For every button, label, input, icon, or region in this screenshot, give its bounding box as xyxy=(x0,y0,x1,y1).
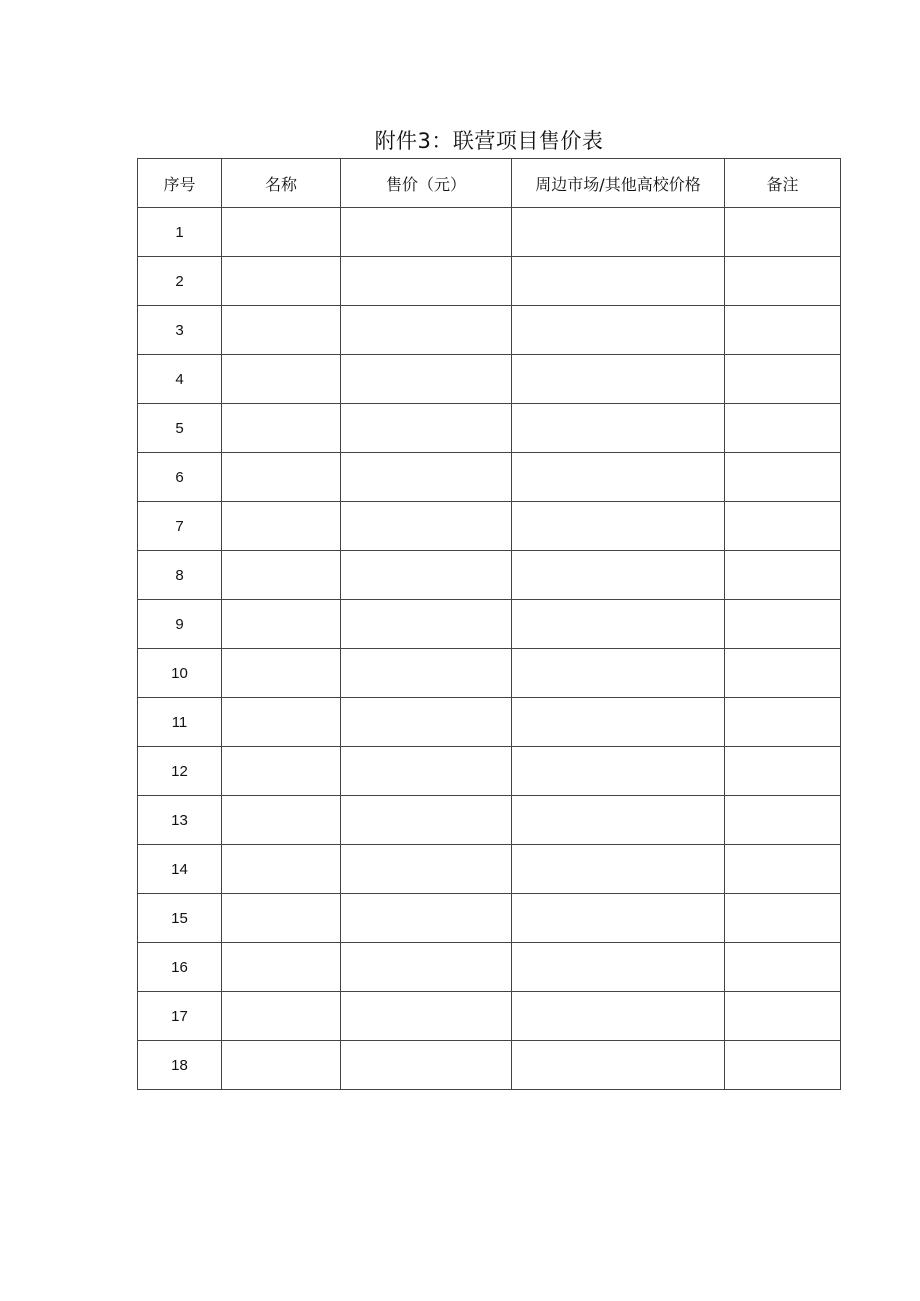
cell-index: 10 xyxy=(138,649,222,698)
header-remarks: 备注 xyxy=(725,159,841,208)
cell-market-price xyxy=(512,1041,725,1090)
table-row xyxy=(138,502,841,551)
cell-market-price xyxy=(512,992,725,1041)
cell-remarks xyxy=(725,502,841,551)
cell-name xyxy=(222,306,341,355)
cell-remarks xyxy=(725,747,841,796)
cell-name xyxy=(222,404,341,453)
table-row xyxy=(138,355,841,404)
cell-index: 14 xyxy=(138,845,222,894)
cell-price xyxy=(341,796,512,845)
cell-market-price xyxy=(512,404,725,453)
cell-price xyxy=(341,649,512,698)
cell-price xyxy=(341,453,512,502)
cell-remarks xyxy=(725,306,841,355)
table-row xyxy=(138,453,841,502)
cell-name xyxy=(222,355,341,404)
cell-price xyxy=(341,1041,512,1090)
cell-index: 5 xyxy=(138,404,222,453)
cell-price xyxy=(341,355,512,404)
cell-name xyxy=(222,698,341,747)
cell-price xyxy=(341,551,512,600)
cell-index: 12 xyxy=(138,747,222,796)
cell-name xyxy=(222,845,341,894)
cell-price xyxy=(341,404,512,453)
table-row xyxy=(138,1041,841,1090)
header-index: 序号 xyxy=(138,159,222,208)
cell-market-price xyxy=(512,257,725,306)
cell-remarks xyxy=(725,649,841,698)
cell-remarks xyxy=(725,404,841,453)
cell-index: 3 xyxy=(138,306,222,355)
cell-name xyxy=(222,208,341,257)
cell-name xyxy=(222,894,341,943)
cell-remarks xyxy=(725,1041,841,1090)
cell-name xyxy=(222,551,341,600)
cell-price xyxy=(341,208,512,257)
cell-market-price xyxy=(512,894,725,943)
cell-market-price xyxy=(512,698,725,747)
table-row xyxy=(138,649,841,698)
table-row xyxy=(138,747,841,796)
cell-name xyxy=(222,453,341,502)
cell-name xyxy=(222,649,341,698)
cell-remarks xyxy=(725,600,841,649)
cell-index: 13 xyxy=(138,796,222,845)
table-row xyxy=(138,845,841,894)
cell-market-price xyxy=(512,747,725,796)
header-price: 售价（元） xyxy=(341,159,512,208)
cell-remarks xyxy=(725,796,841,845)
table-row xyxy=(138,404,841,453)
header-market-price: 周边市场/其他高校价格 xyxy=(512,159,725,208)
table-body xyxy=(138,208,841,1090)
cell-price xyxy=(341,992,512,1041)
cell-market-price xyxy=(512,306,725,355)
cell-remarks xyxy=(725,355,841,404)
table-row xyxy=(138,992,841,1041)
table-row xyxy=(138,894,841,943)
cell-remarks xyxy=(725,698,841,747)
cell-index: 6 xyxy=(138,453,222,502)
cell-price xyxy=(341,943,512,992)
cell-price xyxy=(341,698,512,747)
table-row xyxy=(138,257,841,306)
table-row xyxy=(138,698,841,747)
cell-name xyxy=(222,600,341,649)
cell-index: 1 xyxy=(138,208,222,257)
cell-price xyxy=(341,306,512,355)
document-title: 附件3：联营项目售价表 xyxy=(374,129,604,153)
table-row xyxy=(138,600,841,649)
cell-remarks xyxy=(725,943,841,992)
cell-name xyxy=(222,1041,341,1090)
cell-market-price xyxy=(512,208,725,257)
cell-remarks xyxy=(725,257,841,306)
cell-index: 15 xyxy=(138,894,222,943)
cell-remarks xyxy=(725,992,841,1041)
header-name: 名称 xyxy=(222,159,341,208)
cell-index: 16 xyxy=(138,943,222,992)
cell-index: 17 xyxy=(138,992,222,1041)
cell-index: 4 xyxy=(138,355,222,404)
cell-price xyxy=(341,845,512,894)
table-row xyxy=(138,306,841,355)
cell-market-price xyxy=(512,845,725,894)
cell-name xyxy=(222,747,341,796)
cell-market-price xyxy=(512,551,725,600)
cell-name xyxy=(222,257,341,306)
cell-price xyxy=(341,502,512,551)
table-row xyxy=(138,551,841,600)
cell-name xyxy=(222,796,341,845)
cell-index: 7 xyxy=(138,502,222,551)
table-row xyxy=(138,208,841,257)
cell-index: 18 xyxy=(138,1041,222,1090)
cell-price xyxy=(341,600,512,649)
cell-index: 11 xyxy=(138,698,222,747)
cell-remarks xyxy=(725,208,841,257)
cell-remarks xyxy=(725,894,841,943)
cell-price xyxy=(341,894,512,943)
cell-market-price xyxy=(512,453,725,502)
cell-index: 2 xyxy=(138,257,222,306)
cell-market-price xyxy=(512,649,725,698)
table-row xyxy=(138,943,841,992)
cell-remarks xyxy=(725,453,841,502)
price-table xyxy=(137,158,841,1090)
cell-price xyxy=(341,257,512,306)
table-header-row xyxy=(138,159,841,208)
cell-market-price xyxy=(512,943,725,992)
cell-market-price xyxy=(512,502,725,551)
cell-index: 8 xyxy=(138,551,222,600)
cell-market-price xyxy=(512,796,725,845)
table-row xyxy=(138,796,841,845)
cell-remarks xyxy=(725,845,841,894)
cell-price xyxy=(341,747,512,796)
cell-name xyxy=(222,992,341,1041)
cell-market-price xyxy=(512,600,725,649)
cell-remarks xyxy=(725,551,841,600)
cell-name xyxy=(222,943,341,992)
cell-index: 9 xyxy=(138,600,222,649)
cell-market-price xyxy=(512,355,725,404)
cell-name xyxy=(222,502,341,551)
